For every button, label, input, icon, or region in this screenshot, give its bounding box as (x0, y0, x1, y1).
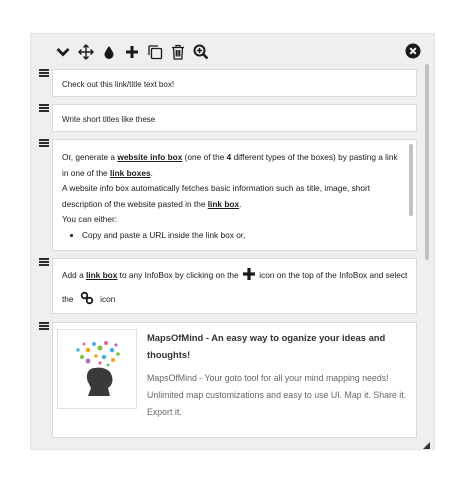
drag-handle-icon[interactable] (39, 69, 49, 77)
website-description: MapsOfMind - Your goto tool for all your mind mapping needs! Unlimited map customizations and easy to use UI. Map it. Share it. Export it. (147, 373, 407, 417)
text-box[interactable] (52, 139, 417, 251)
website-thumbnail (57, 329, 137, 409)
link-box-link[interactable]: link box (86, 270, 118, 280)
text-box-content: Or, generate a website info box (one of the 4 different types of the boxes) by pasting a link in one of the link boxes. A website info box automatically fetches basic information such as title, image, short description of the website pasted in the link box. You can either: • Copy and paste a URL inside the link box or, (62, 150, 405, 243)
zoom-in-icon[interactable] (191, 41, 211, 63)
close-icon[interactable] (405, 43, 421, 59)
duplicate-icon[interactable] (145, 41, 165, 63)
link-title-box[interactable] (52, 104, 417, 132)
chevron-down-icon[interactable] (53, 41, 73, 63)
text-box[interactable] (52, 258, 417, 314)
drag-handle-icon[interactable] (39, 258, 49, 266)
link-box-link[interactable]: link box (207, 198, 240, 209)
color-drop-icon[interactable] (99, 41, 119, 63)
text-box-content: Add a link box to any InfoBox by clicking on the icon on the top of the InfoBox and select the icon (62, 265, 414, 313)
text-box-scrollbar[interactable] (409, 144, 413, 216)
move-icon[interactable] (76, 41, 96, 63)
link-title-box[interactable] (52, 69, 417, 97)
drag-handle-icon[interactable] (39, 322, 49, 330)
website-title[interactable]: MapsOfMind - An easy way to oganize your ideas and thoughts! (147, 332, 386, 360)
link-title-text: Write short titles like these (62, 115, 156, 124)
link-icon (80, 291, 94, 313)
bullet-item: • Copy and paste a URL inside the link box or, (82, 228, 405, 244)
infobox-content (31, 64, 433, 450)
website-info-box[interactable] (52, 322, 417, 438)
link-title-text: Check out this link/title text box! (62, 80, 175, 89)
website-info-box-link[interactable]: website info box (117, 152, 183, 162)
trash-icon[interactable] (168, 41, 188, 63)
resize-handle-icon[interactable] (422, 437, 430, 445)
drag-handle-icon[interactable] (39, 104, 49, 112)
drag-handle-icon[interactable] (39, 139, 49, 147)
infobox-panel (30, 33, 435, 450)
add-icon (242, 267, 256, 289)
infobox-toolbar (53, 40, 211, 64)
add-icon[interactable] (122, 41, 142, 63)
link-boxes-link[interactable]: link boxes (109, 167, 151, 178)
